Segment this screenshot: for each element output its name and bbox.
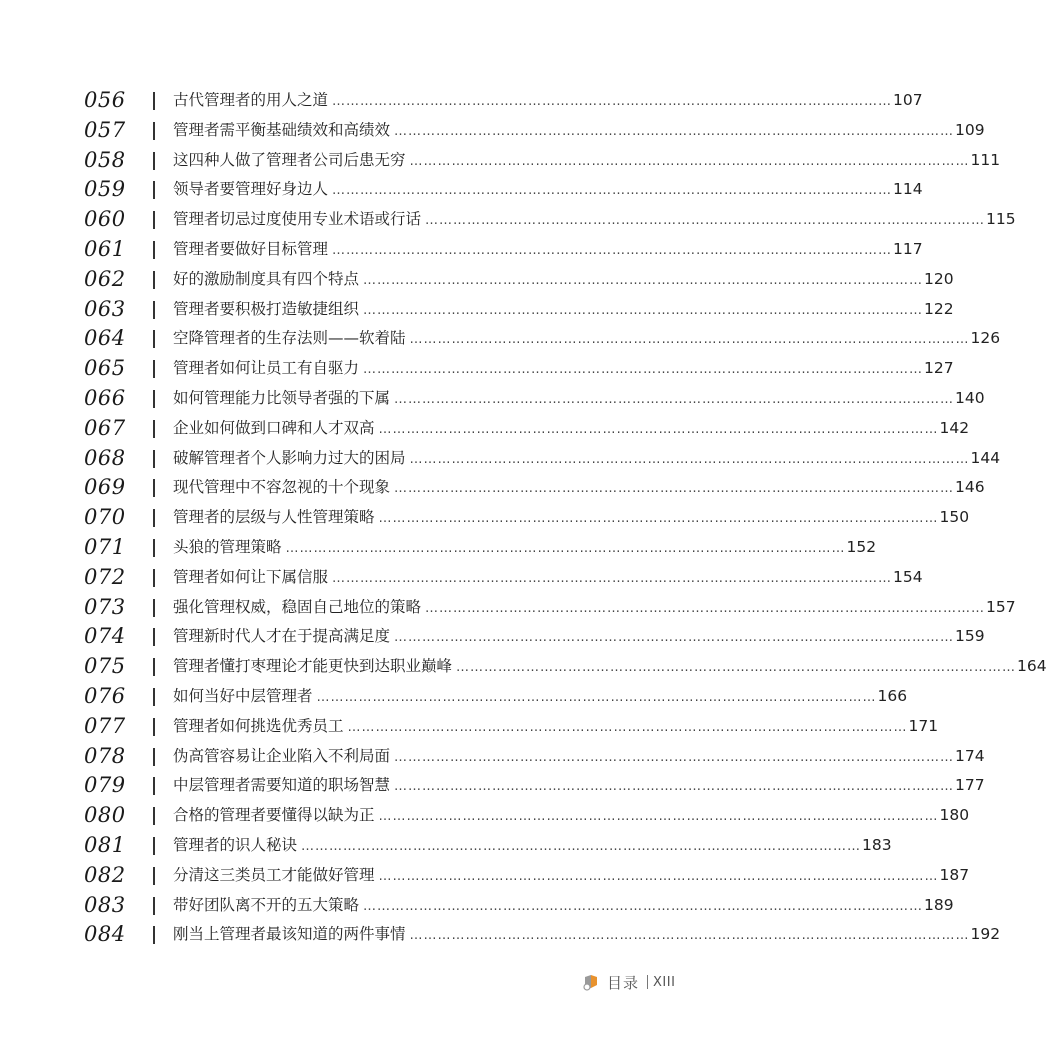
entry-number: 070 [84, 505, 126, 530]
entry-page-number: 114 [893, 180, 923, 199]
entry-page-number: 164 [1017, 657, 1047, 676]
entry-divider [153, 837, 155, 855]
dot-leader: ………………………………………………………………………………………………………… [409, 153, 970, 169]
entry-number: 080 [84, 803, 126, 828]
toc-entry[interactable] [0, 324, 1001, 354]
entry-line [173, 567, 923, 589]
toc-entry[interactable] [0, 473, 985, 503]
entry-page-number: 126 [970, 329, 1001, 348]
entry-divider [153, 718, 155, 736]
entry-divider [153, 360, 155, 378]
toc-entry[interactable] [0, 563, 923, 593]
entry-divider [153, 569, 155, 587]
toc-entry[interactable] [0, 384, 985, 414]
entry-page-number: 117 [893, 239, 923, 258]
entry-number: 084 [84, 922, 126, 947]
entry-title: 带好团队离不开的五大策略 [173, 895, 360, 914]
entry-page-number: 111 [970, 150, 1001, 169]
entry-page-number: 107 [893, 91, 923, 109]
dot-leader: ………………………………………………………………………………………………………… [378, 511, 939, 527]
entry-line [173, 716, 939, 738]
toc-entry[interactable] [0, 354, 954, 384]
dot-leader: ………………………………………………………………………………………………………… [363, 362, 924, 378]
entry-title: 管理者懂打枣理论才能更快到达职业巅峰 [173, 657, 453, 676]
entry-line [173, 597, 1016, 619]
entry-title: 这四种人做了管理者公司后患无穷 [173, 150, 406, 169]
toc-entry[interactable] [0, 891, 954, 921]
toc-entry[interactable] [0, 831, 892, 861]
entry-number: 078 [84, 743, 126, 768]
entry-title: 管理者如何让员工有自驱力 [173, 359, 360, 378]
entry-line [173, 418, 970, 440]
entry-line [173, 120, 985, 142]
entry-divider [153, 897, 155, 915]
dot-leader: ………………………………………………………………………………………………………… [394, 630, 955, 646]
entry-title: 企业如何做到口碑和人才双高 [173, 418, 375, 437]
entry-page-number: 127 [924, 359, 954, 378]
dot-leader: ………………………………………………………………………………………………………… [378, 868, 939, 884]
entry-line [173, 805, 970, 827]
entry-number: 061 [84, 236, 126, 261]
entry-title: 管理新时代人才在于提高满足度 [173, 627, 391, 646]
footer-page-number: XIII [653, 974, 676, 990]
entry-title: 管理者要积极打造敏捷组织 [173, 299, 360, 318]
entry-divider [153, 599, 155, 617]
entry-title: 管理者要做好目标管理 [173, 239, 329, 258]
entry-line [173, 448, 1001, 470]
entry-divider [153, 867, 155, 885]
entry-page-number: 120 [924, 269, 954, 288]
dot-leader: ………………………………………………………………………………………………………… [363, 302, 924, 318]
toc-entry[interactable] [0, 861, 970, 891]
page-footer [582, 971, 675, 993]
entry-page-number: 177 [955, 776, 985, 795]
dot-leader: ………………………………………………………………………………………………………… [363, 898, 924, 914]
toc-entry[interactable] [0, 175, 923, 205]
dot-leader: ………………………………………………………………………………………………………… [394, 391, 955, 407]
entry-divider [153, 688, 155, 706]
footer-divider [647, 975, 648, 989]
dot-leader: ………………………………………………………………………………………………………… [332, 183, 893, 199]
entry-page-number: 154 [893, 567, 923, 586]
entry-number: 057 [84, 117, 126, 142]
toc-entry[interactable] [0, 742, 985, 772]
entry-page-number: 174 [955, 746, 985, 765]
dot-leader: ………………………………………………………………………………………………………… [332, 94, 893, 109]
entry-line [173, 209, 1016, 231]
entry-line [173, 179, 923, 201]
dot-leader: ………………………………………………………………………………………………………… [394, 749, 955, 765]
toc-entry[interactable] [0, 146, 1001, 176]
entry-divider [153, 122, 155, 140]
toc-entry[interactable] [0, 414, 970, 444]
entry-title: 古代管理者的用人之道 [173, 91, 329, 109]
toc-entry[interactable] [0, 265, 954, 295]
entry-page-number: 192 [970, 925, 1001, 944]
entry-line [173, 686, 908, 708]
entry-page-number: 159 [955, 627, 985, 646]
entry-title: 好的激励制度具有四个特点 [173, 269, 360, 288]
toc-entry[interactable] [0, 801, 970, 831]
entry-line [173, 239, 923, 261]
entry-number: 060 [84, 207, 126, 232]
entry-divider [153, 152, 155, 170]
entry-title: 刚当上管理者最该知道的两件事情 [173, 925, 406, 944]
toc-entry[interactable] [0, 622, 985, 652]
entry-line [173, 626, 985, 648]
entry-divider [153, 271, 155, 289]
dot-leader: ………………………………………………………………………………………………………… [425, 600, 986, 616]
dot-leader: ………………………………………………………………………………………………………… [332, 570, 893, 586]
entry-line [173, 775, 985, 797]
entry-line [173, 835, 892, 857]
entry-page-number: 171 [908, 716, 939, 735]
toc-entry[interactable] [0, 235, 923, 265]
toc-entry[interactable] [0, 444, 1001, 474]
entry-page-number: 109 [955, 120, 985, 139]
entry-divider [153, 748, 155, 766]
entry-divider [153, 301, 155, 319]
entry-title: 破解管理者个人影响力过大的困局 [173, 448, 406, 467]
dot-leader: ………………………………………………………………………………………………………… [409, 451, 970, 467]
dot-leader: ………………………………………………………………………………………………………… [378, 421, 939, 437]
dot-leader: ………………………………………………………………………………………………………… [301, 838, 862, 854]
entry-number: 073 [84, 594, 126, 619]
toc-entry[interactable] [0, 682, 908, 712]
entry-title: 头狼的管理策略 [173, 537, 282, 556]
entry-divider [153, 92, 155, 110]
entry-divider [153, 241, 155, 259]
entry-page-number: 150 [939, 508, 970, 527]
entry-title: 如何管理能力比领导者强的下属 [173, 388, 391, 407]
table-of-contents [0, 86, 1047, 950]
entry-number: 076 [84, 683, 126, 708]
entry-page-number: 144 [970, 448, 1001, 467]
toc-entry[interactable] [0, 771, 985, 801]
entry-number: 068 [84, 445, 126, 470]
entry-page-number: 180 [939, 806, 970, 825]
dot-leader: ………………………………………………………………………………………………………… [347, 719, 908, 735]
entry-divider [153, 539, 155, 557]
toc-entry[interactable] [0, 205, 1016, 235]
footer-section-label: 目录 [607, 973, 640, 992]
dot-leader: ………………………………………………………………………………………………………… [394, 779, 955, 795]
entry-page-number: 183 [862, 835, 892, 854]
dot-leader: ………………………………………………………………………………………………………… [456, 660, 1017, 676]
entry-page-number: 115 [986, 210, 1016, 229]
entry-line [173, 269, 954, 291]
entry-divider [153, 509, 155, 527]
entry-title: 管理者需平衡基础绩效和高绩效 [173, 120, 391, 139]
entry-divider [153, 390, 155, 408]
dot-leader: ………………………………………………………………………………………………………… [378, 809, 939, 825]
entry-number: 067 [84, 415, 126, 440]
entry-line [173, 924, 1001, 946]
entry-line [173, 150, 1001, 172]
entry-line [173, 477, 985, 499]
entry-divider [153, 181, 155, 199]
entry-divider [153, 330, 155, 348]
entry-number: 077 [84, 713, 126, 738]
entry-page-number: 152 [846, 537, 877, 556]
book-logo-icon [582, 973, 600, 991]
entry-line [173, 656, 1047, 678]
entry-divider [153, 658, 155, 676]
entry-number: 074 [84, 624, 126, 649]
entry-line [173, 90, 923, 112]
dot-leader: ………………………………………………………………………………………………………… [363, 272, 924, 288]
entry-divider [153, 807, 155, 825]
entry-number: 062 [84, 266, 126, 291]
entry-line [173, 507, 970, 529]
dot-leader: ………………………………………………………………………………………………………… [394, 123, 955, 139]
entry-number: 056 [84, 88, 126, 112]
entry-divider [153, 628, 155, 646]
entry-number: 063 [84, 296, 126, 321]
dot-leader: ………………………………………………………………………………………………………… [285, 540, 846, 556]
entry-title: 伪高管容易让企业陷入不利局面 [173, 746, 391, 765]
entry-line [173, 328, 1001, 350]
entry-number: 072 [84, 564, 126, 589]
entry-number: 082 [84, 862, 126, 887]
entry-title: 现代管理中不容忽视的十个现象 [173, 478, 391, 497]
entry-title: 管理者切忌过度使用专业术语或行话 [173, 210, 422, 229]
entry-divider [153, 420, 155, 438]
entry-page-number: 187 [939, 865, 970, 884]
dot-leader: ………………………………………………………………………………………………………… [409, 928, 970, 944]
entry-number: 071 [84, 534, 126, 559]
entry-title: 合格的管理者要懂得以缺为正 [173, 806, 375, 825]
entry-line [173, 388, 985, 410]
entry-title: 中层管理者需要知道的职场智慧 [173, 776, 391, 795]
entry-divider [153, 450, 155, 468]
entry-number: 065 [84, 356, 126, 381]
entry-divider [153, 211, 155, 229]
toc-entry[interactable] [0, 295, 954, 325]
dot-leader: ………………………………………………………………………………………………………… [425, 213, 986, 229]
entry-number: 079 [84, 773, 126, 798]
entry-page-number: 140 [955, 388, 985, 407]
entry-title: 管理者的层级与人性管理策略 [173, 508, 375, 527]
entry-page-number: 157 [986, 597, 1016, 616]
entry-number: 058 [84, 147, 126, 172]
entry-number: 081 [84, 832, 126, 857]
entry-number: 064 [84, 326, 126, 351]
entry-title: 分清这三类员工才能做好管理 [173, 865, 375, 884]
dot-leader: ………………………………………………………………………………………………………… [409, 332, 970, 348]
entry-title: 如何当好中层管理者 [173, 686, 313, 705]
entry-page-number: 146 [955, 478, 985, 497]
dot-leader: ………………………………………………………………………………………………………… [394, 481, 955, 497]
entry-title: 强化管理权威，稳固自己地位的策略 [173, 597, 422, 616]
dot-leader: ………………………………………………………………………………………………………… [332, 242, 893, 258]
entry-title: 管理者如何让下属信服 [173, 567, 329, 586]
entry-divider [153, 777, 155, 795]
entry-number: 069 [84, 475, 126, 500]
toc-entry[interactable] [0, 503, 970, 533]
entry-title: 空降管理者的生存法则——软着陆 [173, 329, 406, 348]
toc-entry[interactable] [0, 533, 877, 563]
toc-entry[interactable] [0, 116, 985, 146]
entry-page-number: 166 [877, 686, 908, 705]
entry-line [173, 895, 954, 917]
entry-page-number: 189 [924, 895, 954, 914]
toc-entry[interactable] [0, 712, 939, 742]
toc-entry[interactable] [0, 652, 1047, 682]
entry-line [173, 865, 970, 887]
entry-title: 领导者要管理好身边人 [173, 180, 329, 199]
entry-number: 075 [84, 654, 126, 679]
entry-page-number: 142 [939, 418, 970, 437]
entry-line [173, 746, 985, 768]
entry-page-number: 122 [924, 299, 954, 318]
entry-line [173, 537, 877, 559]
entry-line [173, 299, 954, 321]
entry-number: 066 [84, 385, 126, 410]
toc-entry[interactable] [0, 920, 1001, 950]
toc-entry[interactable] [0, 593, 1016, 623]
dot-leader: ………………………………………………………………………………………………………… [316, 689, 877, 705]
entry-title: 管理者如何挑选优秀员工 [173, 716, 344, 735]
entry-divider [153, 926, 155, 944]
entry-number: 083 [84, 892, 126, 917]
entry-number: 059 [84, 177, 126, 202]
toc-entry[interactable] [0, 86, 923, 116]
entry-line [173, 358, 954, 380]
entry-divider [153, 479, 155, 497]
entry-title: 管理者的识人秘诀 [173, 835, 298, 854]
